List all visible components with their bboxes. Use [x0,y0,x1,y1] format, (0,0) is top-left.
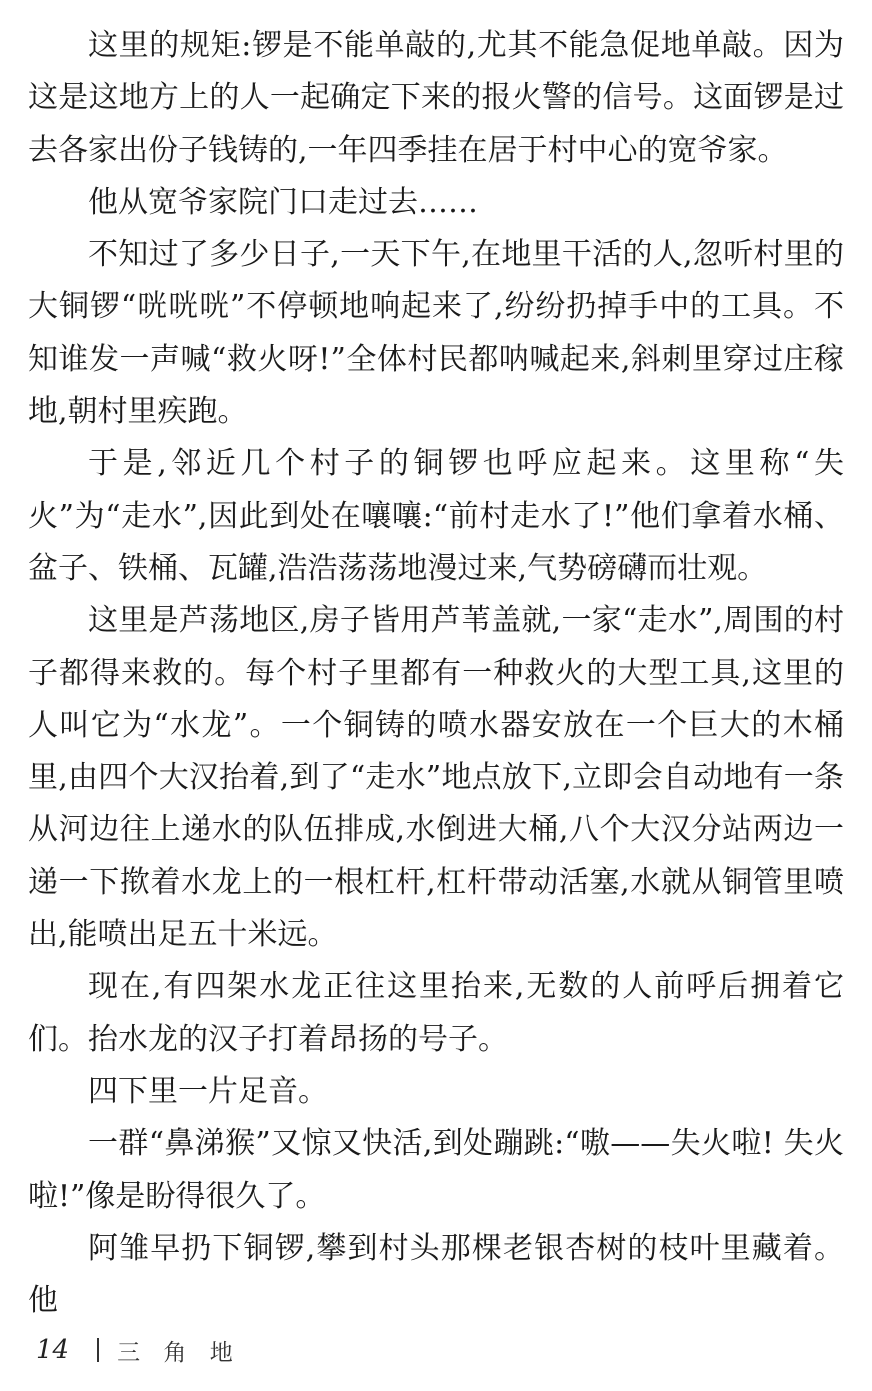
paragraph: 不知过了多少日子,一天下午,在地里干活的人,忽听村里的大铜锣“咣咣咣”不停顿地响起来了,纷纷扔掉手中的工具。不知谁发一声喊“救火呀!”全体村民都呐喊起来,斜刺里穿过庄稼地,朝村里疾跑。 [28,237,844,430]
page-body [28,20,844,1327]
paragraph: 阿雏早扔下铜锣,攀到村头那棵老银杏树的枝叶里藏着。他 [28,1230,844,1319]
paragraph: 现在,有四架水龙正往这里抬来,无数的人前呼后拥着它们。抬水龙的汉子打着昂扬的号子。 [28,969,844,1057]
paragraph: 四下里一片足音。 [88,1073,328,1109]
paragraph: 于是,邻近几个村子的铜锣也呼应起来。这里称“失火”为“走水”,因此到处在嚷嚷:“前村走水了!”他们拿着水桶、盆子、铁桶、瓦罐,浩浩荡荡地漫过来,气势磅礴而壮观。 [28,446,844,586]
paragraph: 一群“鼻涕猴”又惊又快活,到处蹦跳:“嗷——失火啦! 失火啦!”像是盼得很久了。 [28,1126,844,1214]
paragraph: 这里的规矩:锣是不能单敲的,尤其不能急促地单敲。因为这是这地方上的人一起确定下来的报火警的信号。这面锣是过去各家出份子钱铸的,一年四季挂在居于村中心的宽爷家。 [28,28,844,168]
footer-divider [97,1338,99,1362]
page-number: 14 [36,1335,70,1365]
page-footer [36,1330,241,1370]
book-title: 三 角 地 [117,1339,241,1366]
paragraph: 他从宽爷家院门口走过去…… [88,184,478,220]
paragraph: 这里是芦荡地区,房子皆用芦苇盖就,一家“走水”,周围的村子都得来救的。每个村子里都有一种救火的大型工具,这里的人叫它为“水龙”。一个铜铸的喷水器安放在一个巨大的木桶里,由四个大汉抬着,到了“走水”地点放下,立即会自动地有一条从河边往上递水的队伍排成,水倒进大桶,八个大汉分站两边一递一下揿着水龙上的一根杠杆,杠杆带动活塞,水就从铜管里喷出,能喷出足五十米远。 [28,603,844,953]
